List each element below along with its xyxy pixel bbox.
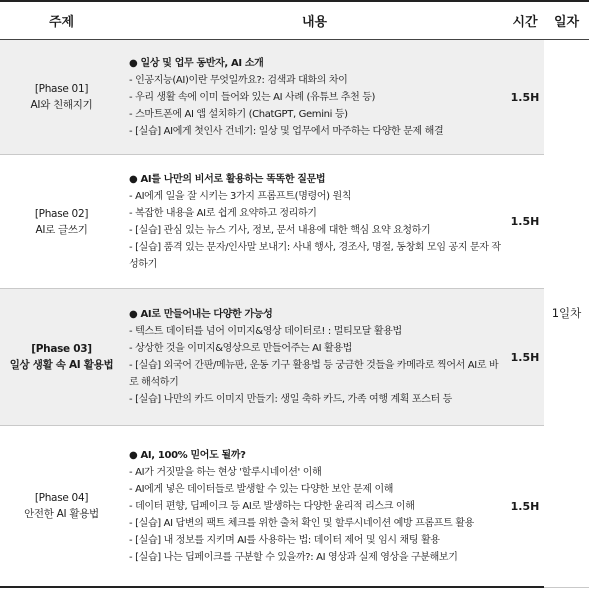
content-item: - 텍스트 데이터를 넘어 이미지&영상 데이터로! : 멀티모달 활용법: [129, 326, 402, 337]
phase-label: [Phase 02]: [34, 207, 89, 220]
content-cell: [123, 289, 506, 426]
time-cell: 1.5H: [506, 155, 544, 289]
time-cell: 1.5H: [506, 289, 544, 426]
content-item: - 스마트폰에 AI 앱 설치하기 (ChatGPT, Gemini 등): [129, 108, 348, 120]
content-item: - [실습] 외국어 간판/메뉴판, 운동 기구 활용법 등 궁금한 것들을 카메라로 찍어서 AI로 바로 해석하기: [129, 360, 499, 388]
content-item: - 데이터 편향, 딥페이크 등 AI로 발생하는 다양한 윤리적 리스크 이해: [129, 500, 415, 512]
header-date: 일자: [544, 1, 589, 40]
content-item: - 복잡한 내용을 AI로 쉽게 요약하고 정리하기: [129, 207, 317, 219]
topic-title: 일상 생활 속 AI 활용법: [9, 359, 114, 371]
content-cell: [123, 40, 506, 155]
header-row: [0, 1, 589, 40]
phase-label: [Phase 04]: [34, 492, 89, 504]
topic-cell: [0, 155, 123, 289]
content-cell: [123, 155, 506, 289]
topic-title: AI와 친해지기: [30, 99, 93, 111]
phase-label: [Phase 01]: [34, 83, 89, 95]
content-cell: [123, 426, 506, 588]
content-item: - [실습] AI에게 첫인사 건네기: 일상 및 업무에서 마주하는 다양한 문제 해결: [129, 125, 444, 137]
content-item: - [실습] 품격 있는 문자/인사말 보내기: 사내 행사, 경조사, 명절, 동창회 모임 공지 문자 작성하기: [129, 241, 501, 270]
content-item: - [실습] 나만의 카드 이미지 만들기: 생일 축하 카드, 가족 여행 계획 포스터 등: [129, 394, 452, 405]
phase-label: [Phase 03]: [31, 343, 92, 355]
table-row: [0, 155, 589, 289]
header-topic: 주제: [0, 1, 123, 40]
time-cell: 1.5H: [506, 426, 544, 588]
header-content: 내용: [123, 1, 506, 40]
content-item: - 인공지능(AI)이란 무엇일까요?: 검색과 대화의 차이: [129, 74, 348, 86]
content-heading: ● 일상 및 업무 동반자, AI 소개: [129, 57, 264, 69]
content-item: - 우리 생활 속에 이미 들어와 있는 AI 사례 (유튜브 추천 등): [129, 91, 376, 103]
table-row: [0, 40, 589, 155]
content-item: - AI에게 일을 잘 시키는 3가지 프롬프트(명령어) 원칙: [129, 190, 352, 202]
topic-title: 안전한 AI 활용법: [24, 508, 99, 520]
header-time: 시간: [506, 1, 544, 40]
topic-cell: [0, 289, 123, 426]
content-item: - [실습] 관심 있는 뉴스 기사, 정보, 문서 내용에 대한 핵심 요약 요청하기: [129, 224, 431, 236]
date-cell: 1일차: [544, 40, 589, 588]
content-heading: ● AI를 나만의 비서로 활용하는 똑똑한 질문법: [129, 173, 326, 185]
content-item: - [실습] 나는 딥페이크를 구분할 수 있을까?: AI 영상과 실제 영상을 구분해보기: [129, 551, 458, 563]
time-cell: 1.5H: [506, 40, 544, 155]
table-row: [0, 289, 589, 426]
content-item: - [실습] AI 답변의 팩트 체크를 위한 출처 확인 및 할루시네이션 예방 프롬프트 활용: [129, 517, 474, 529]
topic-cell: [0, 40, 123, 155]
table-row: [0, 426, 589, 588]
content-heading: ● AI, 100% 믿어도 될까?: [129, 449, 246, 461]
content-item: - AI가 거짓말을 하는 현상 '할루시네이션' 이해: [129, 466, 322, 478]
content-heading: ● AI로 만들어내는 다양한 가능성: [129, 309, 273, 320]
content-item: - AI에게 넣은 데이터들로 발생할 수 있는 다양한 보안 문제 이해: [129, 483, 394, 495]
topic-cell: [0, 426, 123, 588]
content-item: - 상상한 것을 이미지&영상으로 만들어주는 AI 활용법: [129, 343, 352, 354]
content-item: - [실습] 내 정보를 지키며 AI를 사용하는 법: 데이터 제어 및 임시 채팅 활용: [129, 534, 440, 546]
topic-title: AI로 글쓰기: [35, 223, 88, 236]
